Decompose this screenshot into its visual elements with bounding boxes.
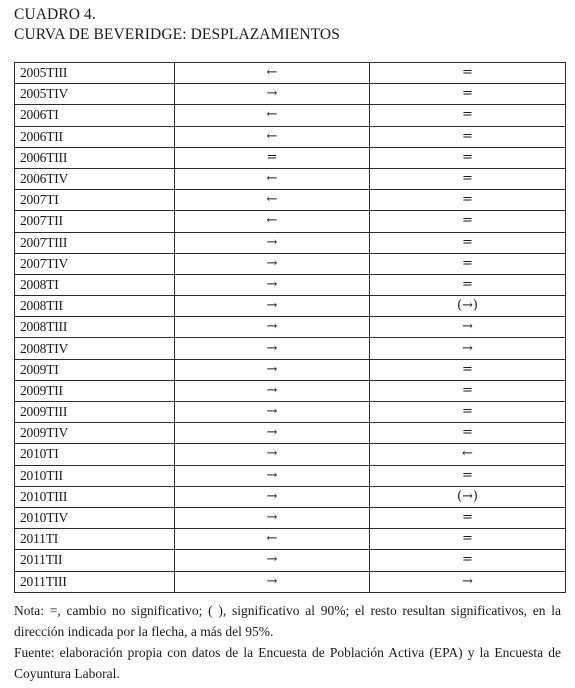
shift-cell-first: → (175, 402, 370, 423)
shift-cell-second: = (370, 168, 566, 189)
table-row (15, 317, 566, 338)
shift-cell-first: ← (175, 126, 370, 147)
table-row (15, 380, 566, 401)
table-row (15, 465, 566, 486)
period-cell: 2009TIII (15, 402, 175, 423)
shift-cell-first: ← (175, 168, 370, 189)
period-cell: 2011TIII (15, 571, 175, 592)
shift-cell-first: ← (175, 529, 370, 550)
shift-cell-second: = (370, 190, 566, 211)
period-cell: 2011TI (15, 529, 175, 550)
source-note: Fuente: elaboración propia con datos de la Encuesta de Población Activa (EPA) y la Encuesta de Coyuntura Laboral. (14, 645, 561, 681)
period-cell: 2007TIII (15, 232, 175, 253)
shift-cell-second: = (370, 507, 566, 528)
table-row (15, 105, 566, 126)
period-cell: 2005TIV (15, 84, 175, 105)
shift-cell-first: → (175, 444, 370, 465)
shift-cell-first: → (175, 571, 370, 592)
shift-cell-first: ← (175, 105, 370, 126)
period-cell: 2008TIII (15, 317, 175, 338)
period-cell: 2008TII (15, 296, 175, 317)
shift-cell-second: = (370, 84, 566, 105)
period-cell: 2009TI (15, 359, 175, 380)
period-cell: 2006TIII (15, 147, 175, 168)
period-cell: 2010TI (15, 444, 175, 465)
table-row (15, 190, 566, 211)
period-cell: 2007TII (15, 211, 175, 232)
shift-cell-second: = (370, 359, 566, 380)
table-row (15, 211, 566, 232)
shift-cell-second: = (370, 465, 566, 486)
shift-cell-second: = (370, 105, 566, 126)
shift-cell-second: = (370, 380, 566, 401)
table-title: CURVA DE BEVERIDGE: DESPLAZAMIENTOS (14, 26, 340, 43)
table-row (15, 402, 566, 423)
table-row (15, 338, 566, 359)
shift-cell-first: → (175, 423, 370, 444)
table-row (15, 529, 566, 550)
shift-cell-first: → (175, 296, 370, 317)
table-caption (14, 5, 340, 45)
table-row (15, 84, 566, 105)
period-cell: 2006TII (15, 126, 175, 147)
table-row (15, 550, 566, 571)
period-cell: 2007TI (15, 190, 175, 211)
shifts-table (14, 62, 566, 593)
table-row (15, 486, 566, 507)
shift-cell-second: = (370, 423, 566, 444)
shift-cell-second: = (370, 550, 566, 571)
shift-cell-second: = (370, 274, 566, 295)
period-cell: 2011TII (15, 550, 175, 571)
shift-cell-first: → (175, 550, 370, 571)
table-row (15, 423, 566, 444)
shift-cell-first: = (175, 147, 370, 168)
shift-cell-first: → (175, 338, 370, 359)
shift-cell-second: = (370, 126, 566, 147)
shift-cell-first: → (175, 253, 370, 274)
table-row (15, 444, 566, 465)
table-number: CUADRO 4. (14, 6, 96, 23)
significance-note: Nota: =, cambio no significativo; ( ), significativo al 90%; el resto resultan significativos, en la dirección indicada por la flecha, a más del 95%. (14, 603, 561, 639)
table-row (15, 232, 566, 253)
shift-cell-first: → (175, 232, 370, 253)
table-row (15, 571, 566, 592)
period-cell: 2007TIV (15, 253, 175, 274)
shift-cell-first: ← (175, 63, 370, 84)
period-cell: 2010TIV (15, 507, 175, 528)
table-row (15, 126, 566, 147)
shift-cell-second: = (370, 529, 566, 550)
table-notes (14, 600, 561, 684)
table-row (15, 168, 566, 189)
shift-cell-second: → (370, 317, 566, 338)
shift-cell-second: = (370, 232, 566, 253)
shift-cell-first: → (175, 359, 370, 380)
shift-cell-first: → (175, 274, 370, 295)
shift-cell-first: → (175, 380, 370, 401)
shifts-table-body (15, 63, 566, 593)
table-row (15, 147, 566, 168)
shift-cell-first: ← (175, 211, 370, 232)
shift-cell-second: = (370, 147, 566, 168)
table-row (15, 253, 566, 274)
shift-cell-first: ← (175, 190, 370, 211)
table-row (15, 274, 566, 295)
period-cell: 2006TI (15, 105, 175, 126)
shift-cell-second: (→) (370, 486, 566, 507)
shift-cell-second: → (370, 338, 566, 359)
shift-cell-first: → (175, 84, 370, 105)
table-row (15, 63, 566, 84)
table-row (15, 359, 566, 380)
period-cell: 2009TIV (15, 423, 175, 444)
shift-cell-second: = (370, 402, 566, 423)
shift-cell-first: → (175, 317, 370, 338)
period-cell: 2005TIII (15, 63, 175, 84)
table-row (15, 296, 566, 317)
shift-cell-second: ← (370, 444, 566, 465)
period-cell: 2008TI (15, 274, 175, 295)
period-cell: 2010TII (15, 465, 175, 486)
period-cell: 2006TIV (15, 168, 175, 189)
shift-cell-second: = (370, 63, 566, 84)
shift-cell-first: → (175, 465, 370, 486)
shift-cell-first: → (175, 486, 370, 507)
table-row (15, 507, 566, 528)
shift-cell-second: = (370, 211, 566, 232)
period-cell: 2010TIII (15, 486, 175, 507)
shift-cell-first: → (175, 507, 370, 528)
period-cell: 2008TIV (15, 338, 175, 359)
shift-cell-second: → (370, 571, 566, 592)
shift-cell-second: (→) (370, 296, 566, 317)
shift-cell-second: = (370, 253, 566, 274)
period-cell: 2009TII (15, 380, 175, 401)
